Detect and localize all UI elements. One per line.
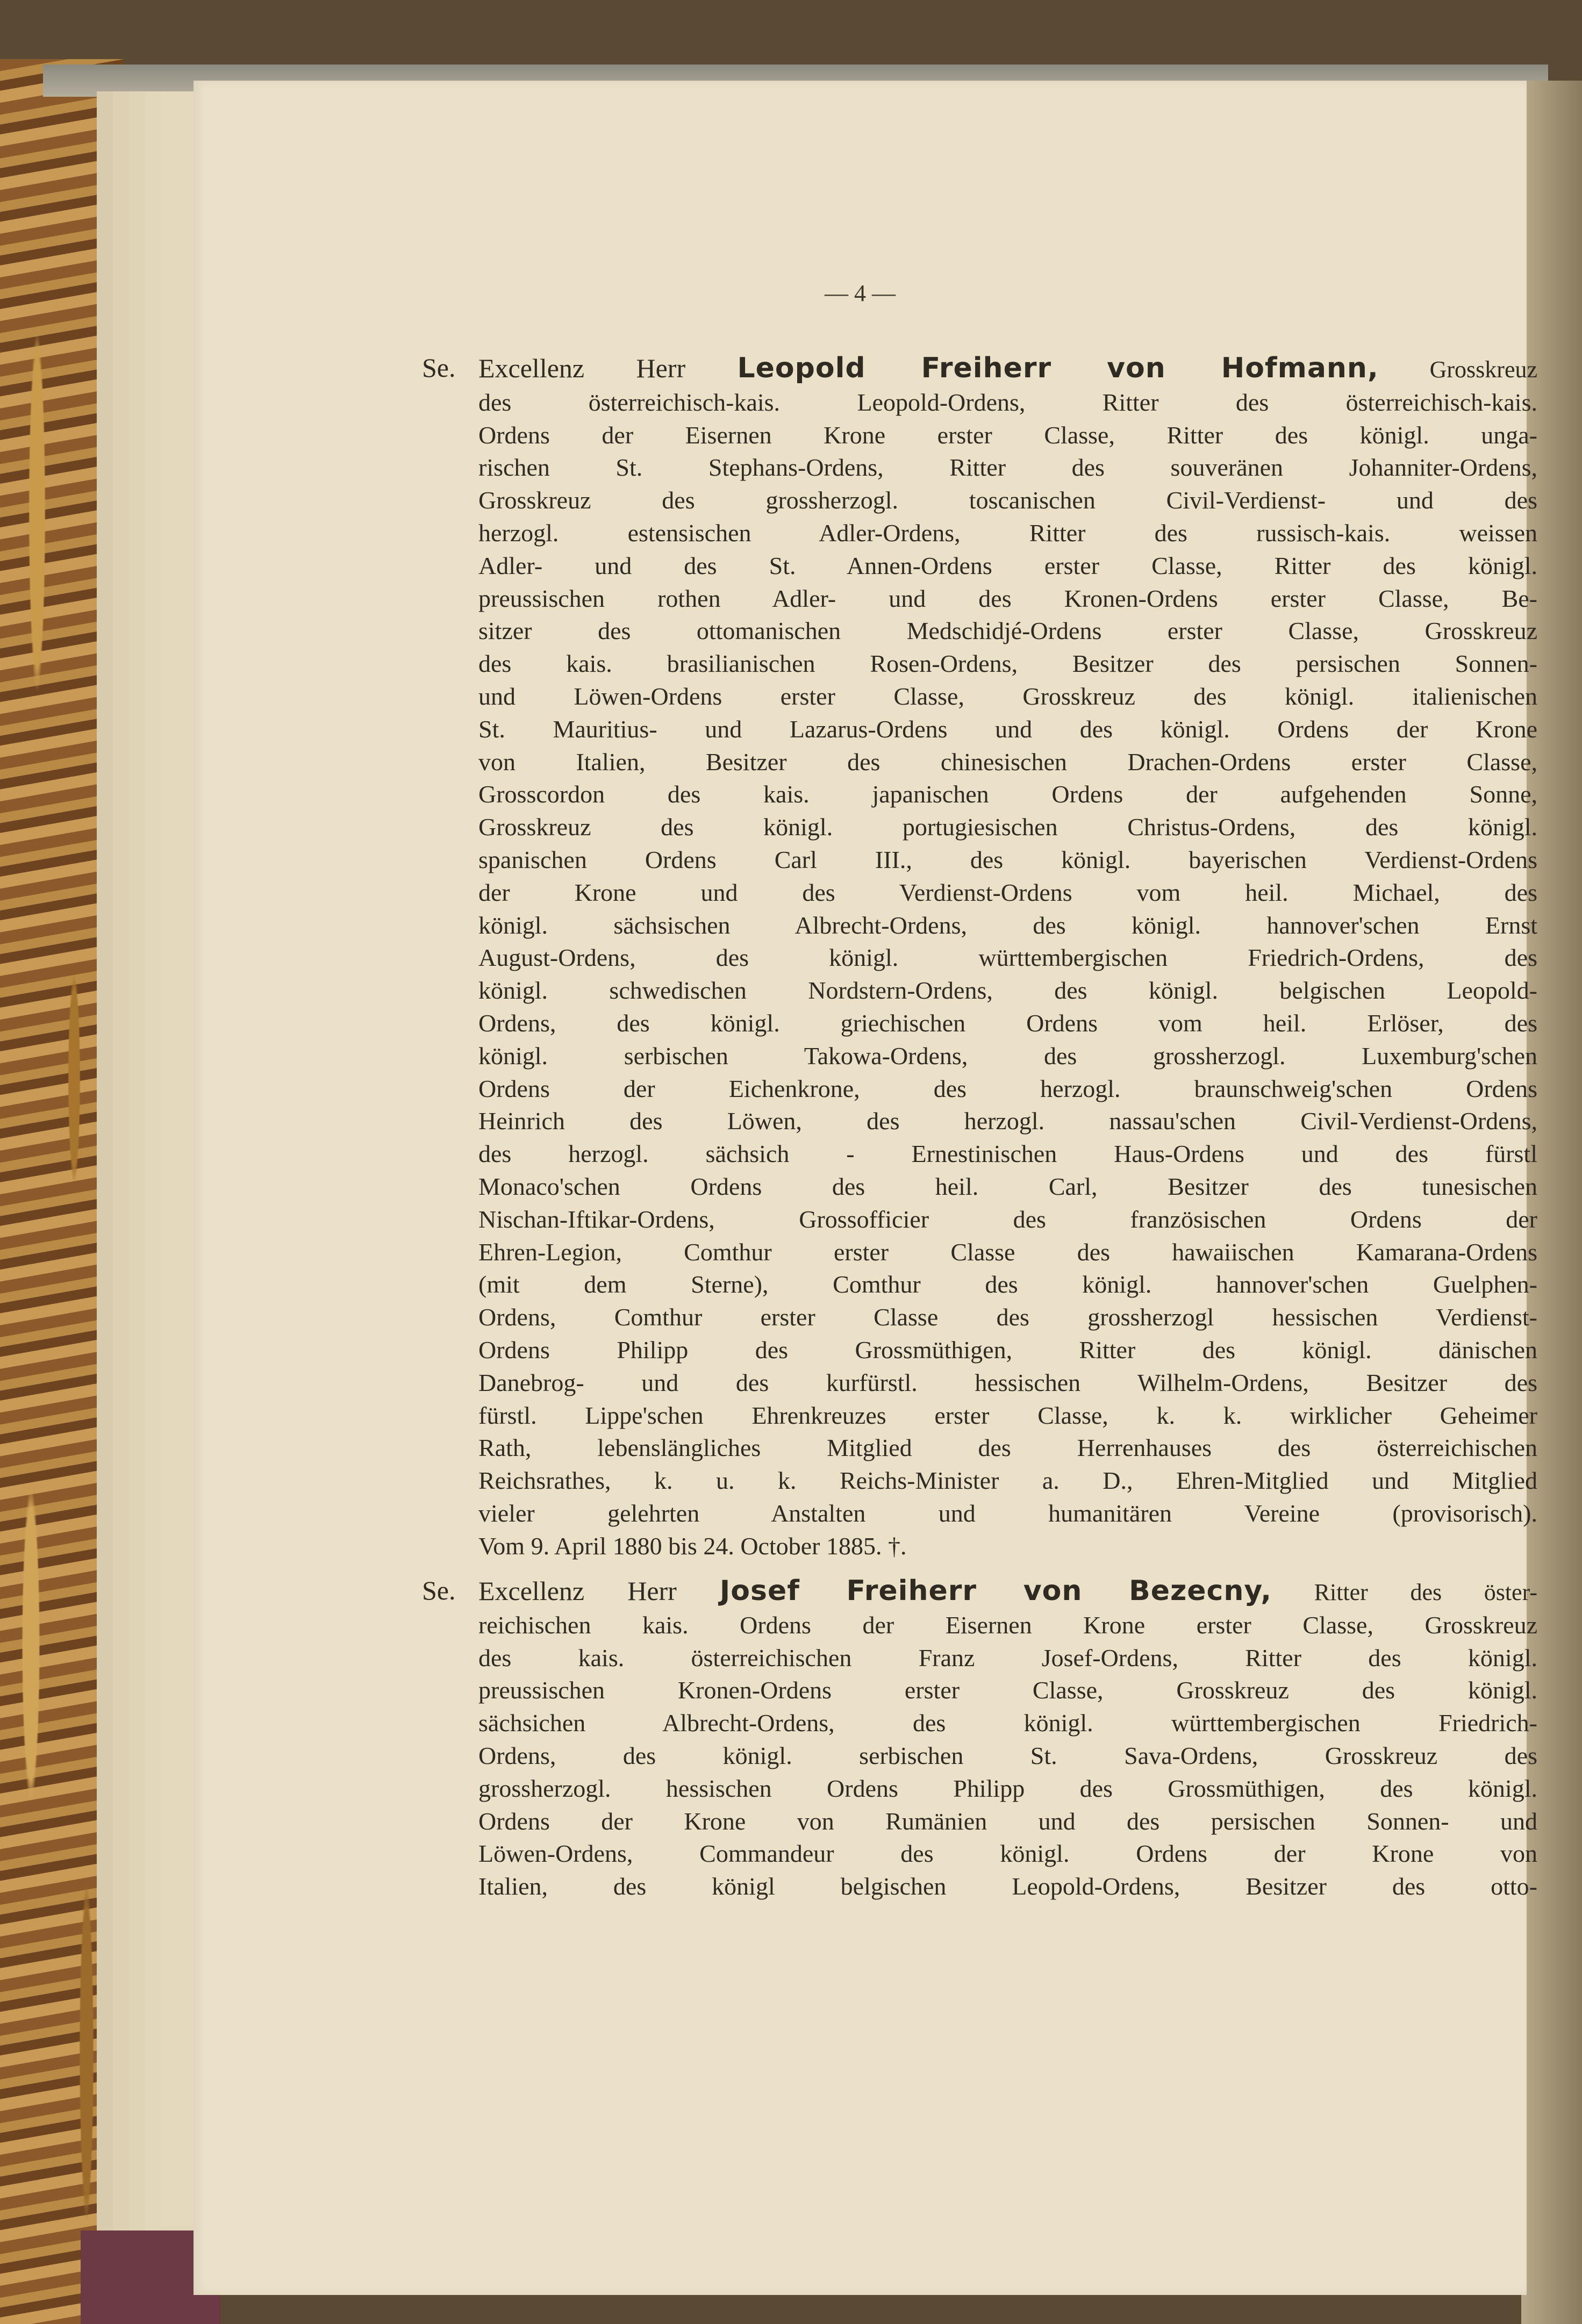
entry-heading-tail: Grosskreuz: [1378, 356, 1538, 383]
text-line: St. Mauritius- und Lazarus-Ordens und des königl. Ordens der Krone: [478, 715, 1537, 743]
text-line: (mit dem Sterne), Comthur des königl. hannover'schen Guelphen-: [478, 1271, 1537, 1299]
text-line: sächsichen Albrecht-Ordens, des königl. württembergischen Friedrich-: [478, 1709, 1537, 1737]
text-line: und Löwen-Ordens erster Classe, Grosskreuz des königl. italienischen: [478, 682, 1537, 710]
text-line: Ordens Philipp des Grossmüthigen, Ritter des königl. dänischen: [478, 1336, 1537, 1364]
text-line: August-Ordens, des königl. württembergischen Friedrich-Ordens, des: [478, 944, 1537, 972]
text-line: Löwen-Ordens, Commandeur des königl. Ordens der Krone von: [478, 1840, 1537, 1868]
entry-heading-line: [478, 352, 1537, 386]
text-line: sitzer des ottomanischen Medschidjé-Ordens erster Classe, Grosskreuz: [478, 617, 1537, 645]
text-line: Ordens, des königl. serbischen St. Sava-Ordens, Grosskreuz des: [478, 1741, 1537, 1769]
text-line: des kais. brasilianischen Rosen-Ordens, Besitzer des persischen Sonnen-: [478, 650, 1537, 678]
text-line: Ordens der Krone von Rumänien und des persischen Sonnen- und: [478, 1807, 1537, 1835]
page-number: — 4 —: [825, 280, 896, 306]
text-line: Rath, lebenslängliches Mitglied des Herrenhauses des österreichischen: [478, 1434, 1537, 1462]
text-line: herzogl. estensischen Adler-Ordens, Ritter des russisch-kais. weissen: [478, 519, 1537, 547]
text-line: Italien, des königl belgischen Leopold-Ordens, Besitzer des otto-: [478, 1873, 1537, 1900]
text-line: des kais. österreichischen Franz Josef-Ordens, Ritter des königl.: [478, 1644, 1537, 1672]
text-line: Ordens, des königl. griechischen Ordens vom heil. Erlöser, des: [478, 1009, 1537, 1037]
text-line: des herzogl. sächsich - Ernestinischen Haus-Ordens und des fürstl: [478, 1140, 1537, 1168]
book-page: [194, 81, 1538, 2295]
text-line: königl. sächsischen Albrecht-Ordens, des königl. hannover'schen Ernst: [478, 911, 1537, 939]
text-line: der Krone und des Verdienst-Ordens vom heil. Michael, des: [478, 878, 1537, 906]
text-line: königl. schwedischen Nordstern-Ordens, des königl. belgischen Leopold-: [478, 977, 1537, 1005]
text-line: fürstl. Lippe'schen Ehrenkreuzes erster Classe, k. k. wirklicher Geheimer: [478, 1401, 1537, 1429]
text-line: preussischen Kronen-Ordens erster Classe, Grosskreuz des königl.: [478, 1676, 1537, 1704]
text-line: vieler gelehrten Anstalten und humanitären Vereine (provisorisch).: [478, 1499, 1537, 1527]
text-line: reichischen kais. Ordens der Eisernen Krone erster Classe, Grosskreuz: [478, 1611, 1537, 1639]
text-line: Ordens der Eisernen Krone erster Classe, Ritter des königl. unga-: [478, 421, 1537, 449]
text-line: Vom 9. April 1880 bis 24. October 1885. †.: [478, 1532, 907, 1560]
entry-hofmann: [478, 352, 1537, 1562]
text-line: Ehren-Legion, Comthur erster Classe des hawaiischen Kamarana-Ordens: [478, 1238, 1537, 1266]
entry-heading-line: [478, 1575, 1537, 1609]
text-line: Ordens der Eichenkrone, des herzogl. braunschweig'schen Ordens: [478, 1074, 1537, 1102]
entry-heading-tail: Ritter des öster-: [1272, 1579, 1537, 1605]
text-line: grossherzogl. hessischen Ordens Philipp des Grossmüthigen, des königl.: [478, 1774, 1537, 1802]
text-line: Heinrich des Löwen, des herzogl. nassau'schen Civil-Verdienst-Ordens,: [478, 1107, 1537, 1135]
text-line: rischen St. Stephans-Ordens, Ritter des souveränen Johanniter-Ordens,: [478, 454, 1537, 482]
text-line: Ordens, Comthur erster Classe des grossherzogl hessischen Verdienst-: [478, 1303, 1537, 1331]
person-name: Leopold Freiherr von Hofmann,: [737, 352, 1379, 384]
entry-intro: Excellenz Herr: [478, 353, 738, 383]
text-line: Grosskreuz des grossherzogl. toscanischen Civil-Verdienst- und des: [478, 486, 1537, 514]
entry-prefix: Se.: [422, 353, 456, 383]
text-line: von Italien, Besitzer des chinesischen Drachen-Ordens erster Classe,: [478, 748, 1537, 776]
text-line: Nischan-Iftikar-Ordens, Grossofficier des französischen Ordens der: [478, 1205, 1537, 1233]
person-name: Josef Freiherr von Bezecny,: [719, 1575, 1272, 1607]
entry-intro: Excellenz Herr: [478, 1576, 720, 1606]
text-line: des österreichisch-kais. Leopold-Ordens, Ritter des österreichisch-kais.: [478, 388, 1537, 416]
text-line: Monaco'schen Ordens des heil. Carl, Besitzer des tunesischen: [478, 1172, 1537, 1200]
text-line: preussischen rothen Adler- und des Kronen-Ordens erster Classe, Be-: [478, 584, 1537, 612]
text-line: Reichsrathes, k. u. k. Reichs-Minister a. D., Ehren-Mitglied und Mitglied: [478, 1467, 1537, 1495]
text-line: königl. serbischen Takowa-Ordens, des grossherzogl. Luxemburg'schen: [478, 1042, 1537, 1070]
entry-bezecny: [478, 1575, 1537, 1903]
text-line: Grosskreuz des königl. portugiesischen Christus-Ordens, des königl.: [478, 813, 1537, 841]
text-line: Adler- und des St. Annen-Ordens erster Classe, Ritter des königl.: [478, 551, 1537, 579]
text-line: Danebrog- und des kurfürstl. hessischen Wilhelm-Ordens, Besitzer des: [478, 1368, 1537, 1396]
text-line: spanischen Ordens Carl III., des königl. bayerischen Verdienst-Ordens: [478, 845, 1537, 873]
text-line: Grosscordon des kais. japanischen Ordens der aufgehenden Sonne,: [478, 780, 1537, 808]
entry-prefix: Se.: [422, 1575, 456, 1605]
